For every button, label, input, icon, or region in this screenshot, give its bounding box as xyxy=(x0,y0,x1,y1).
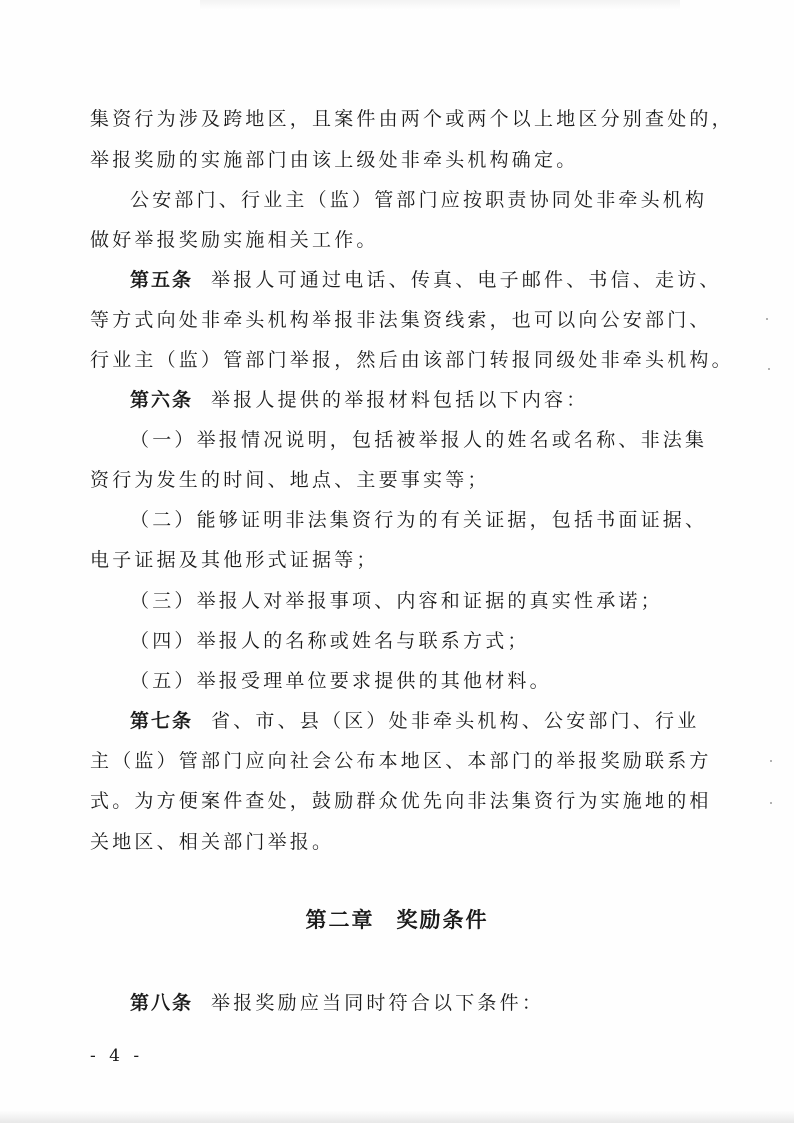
chapter-number: 第二章 xyxy=(305,908,375,932)
paragraph-text: 举报人提供的举报材料包括以下内容： xyxy=(211,389,589,411)
chapter-title: 奖励条件 xyxy=(396,908,489,932)
article-8-heading: 第八条 xyxy=(130,992,194,1014)
article-7-line xyxy=(130,708,704,734)
paragraph-line: 等方式向处非牵头机构举报非法集资线索，也可以向公安部门、 xyxy=(90,309,712,331)
paragraph-line: 式。为方便案件查处，鼓励群众优先向非法集资行为实施地的相 xyxy=(90,790,712,812)
article-5-line xyxy=(130,267,722,293)
paragraph-line: 做好举报奖励实施相关工作。 xyxy=(90,229,379,251)
paragraph-line: 主（监）管部门应向社会公布本地区、本部门的举报奖励联系方 xyxy=(90,750,712,772)
paragraph-line: 公安部门、行业主（监）管部门应按职责协同处非牵头机构 xyxy=(130,189,708,211)
list-item: （二）能够证明非法集资行为的有关证据，包括书面证据、 xyxy=(130,509,708,531)
paragraph-line: 集资行为涉及跨地区，且案件由两个或两个以上地区分别查处的， xyxy=(90,108,734,130)
paragraph-line: 行业主（监）管部门举报，然后由该部门转报同级处非牵头机构。 xyxy=(90,349,734,371)
paragraph-line: 举报奖励的实施部门由该上级处非牵头机构确定。 xyxy=(90,149,579,171)
article-6-line xyxy=(130,387,704,413)
paragraph-line: 关地区、相关部门举报。 xyxy=(90,831,335,853)
scan-shadow xyxy=(200,0,680,10)
paragraph-text: 举报人可通过电话、传真、电子邮件、书信、走访、 xyxy=(211,269,722,291)
scan-speck xyxy=(768,368,770,370)
article-6-heading: 第六条 xyxy=(130,389,194,411)
paragraph-text: 举报奖励应当同时符合以下条件： xyxy=(211,992,545,1014)
scan-speck xyxy=(770,760,772,762)
article-8-line xyxy=(130,990,704,1016)
paragraph-text: 省、市、县（区）处非牵头机构、公安部门、行业 xyxy=(211,710,700,732)
list-item: （一）举报情况说明，包括被举报人的姓名或名称、非法集 xyxy=(130,429,708,451)
scan-speck xyxy=(766,318,768,320)
article-5-heading: 第五条 xyxy=(130,269,194,291)
scan-speck xyxy=(770,802,772,804)
paragraph-line: 电子证据及其他形式证据等； xyxy=(90,549,379,571)
list-item: （四）举报人的名称或姓名与联系方式； xyxy=(130,630,530,652)
list-item: （五）举报受理单位要求提供的其他材料。 xyxy=(130,670,552,692)
article-7-heading: 第七条 xyxy=(130,710,194,732)
chapter-heading xyxy=(0,904,794,934)
list-item: （三）举报人对举报事项、内容和证据的真实性承诺； xyxy=(130,590,663,612)
paragraph-line: 资行为发生的时间、地点、主要事实等； xyxy=(90,469,490,491)
scan-bottom-edge xyxy=(0,1110,794,1123)
page-number: - 4 - xyxy=(90,1046,144,1066)
